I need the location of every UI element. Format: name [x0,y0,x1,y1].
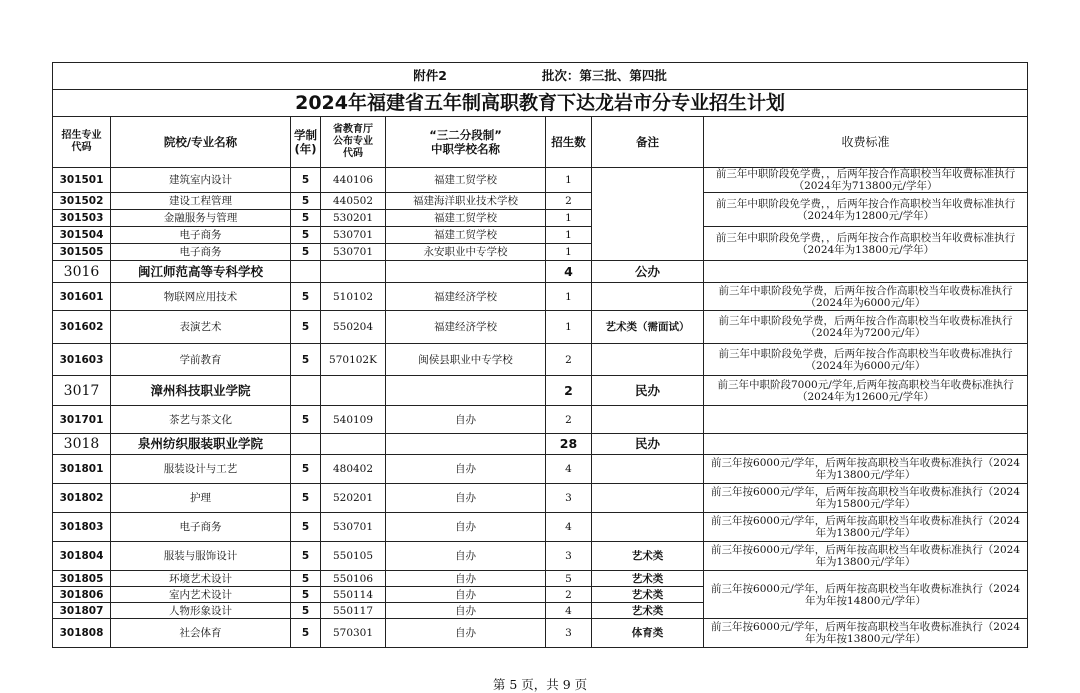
years: 5 [291,210,321,227]
title-row [53,90,1028,117]
major-code: 301503 [53,210,111,227]
school-name: 自办 [386,603,546,619]
major-code: 301504 [53,227,111,244]
moe-code: 530701 [321,227,386,244]
major-code: 301807 [53,603,111,619]
moe-code: 530201 [321,210,386,227]
note [592,344,704,376]
fee-text: 前三年按6000元/学年，后两年按高职校当年收费标准执行（2024年为年按14800元/学年） [704,571,1028,619]
fee-text: 前三年中职阶段7000元/学年,后两年按高职校当年收费标准执行（2024年为12600元/学年） [704,376,1028,406]
school-code: 3017 [53,376,111,406]
moe-code: 550105 [321,542,386,571]
note: 艺术类 [592,603,704,619]
major-name: 服装设计与工艺 [111,455,291,484]
major-name: 表演艺术 [111,311,291,344]
quota: 1 [546,168,592,193]
fee-text: 前三年中职阶段免学费，后两年按合作高职校当年收费标准执行（2024年为6000元/年） [704,344,1028,376]
moe-code: 510102 [321,283,386,311]
moe-code: 570301 [321,619,386,648]
fee-text: 前三年中职阶段免学费，，后两年按合作高职校当年收费标准执行（2024年为13800元/学年） [704,227,1028,261]
school-title: 泉州纺织服装职业学院 [111,434,291,455]
quota: 4 [546,603,592,619]
note: 民办 [592,376,704,406]
school-name: 福建经济学校 [386,311,546,344]
years: 5 [291,587,321,603]
moe-code: 550117 [321,603,386,619]
quota: 4 [546,261,592,283]
school-name: 福建工贸学校 [386,168,546,193]
years: 5 [291,571,321,587]
quota: 28 [546,434,592,455]
major-code: 301808 [53,619,111,648]
annex-cell [53,63,1028,90]
school-name: 福建工贸学校 [386,210,546,227]
major-code: 301805 [53,571,111,587]
quota: 3 [546,542,592,571]
quota: 1 [546,311,592,344]
school-title: 漳州科技职业学院 [111,376,291,406]
school-code: 3018 [53,434,111,455]
moe-code: 440106 [321,168,386,193]
school-row [53,376,1028,406]
table-row [53,344,1028,376]
quota: 3 [546,484,592,513]
major-code: 301701 [53,406,111,434]
major-name: 电子商务 [111,244,291,261]
quota: 1 [546,283,592,311]
col-code: 招生专业 代码 [53,117,111,168]
school-name: 自办 [386,484,546,513]
note [592,406,704,434]
note [592,455,704,484]
quota: 1 [546,210,592,227]
major-code: 301803 [53,513,111,542]
school-name: 自办 [386,513,546,542]
school-title: 闽江师范高等专科学校 [111,261,291,283]
years: 5 [291,244,321,261]
moe-code: 530701 [321,244,386,261]
major-name: 金融服务与管理 [111,210,291,227]
col-years: 学制 (年) [291,117,321,168]
fee-text: 前三年按6000元/学年，后两年按高职校当年收费标准执行（2024年为13800元/学年） [704,542,1028,571]
col-note: 备注 [592,117,704,168]
major-name: 建设工程管理 [111,193,291,210]
major-code: 301602 [53,311,111,344]
quota: 4 [546,513,592,542]
school-name: 自办 [386,455,546,484]
school-row [53,261,1028,283]
batch-label: 批次：第三批、第四批 [541,68,667,83]
quota: 2 [546,193,592,210]
quota: 4 [546,455,592,484]
fee-text: 前三年中职阶段免学费，，后两年按合作高职校当年收费标准执行（2024年为12800元/学年） [704,193,1028,227]
moe-code: 570102K [321,344,386,376]
table-row [53,227,1028,244]
moe-code: 440502 [321,193,386,210]
table-row [53,513,1028,542]
col-fee: 收费标准 [704,117,1028,168]
note [592,513,704,542]
table-row [53,571,1028,587]
moe-code: 530701 [321,513,386,542]
quota: 2 [546,344,592,376]
school-name: 福建海洋职业技术学校 [386,193,546,210]
table-row [53,484,1028,513]
major-name: 环境艺术设计 [111,571,291,587]
years: 5 [291,344,321,376]
table-row [53,168,1028,193]
note: 艺术类 [592,542,704,571]
table-row [53,455,1028,484]
years: 5 [291,513,321,542]
moe-code: 550106 [321,571,386,587]
fee-text: 前三年中职阶段免学费，后两年按合作高职校当年收费标准执行（2024年为6000元/年） [704,283,1028,311]
note: 艺术类 [592,587,704,603]
note: 艺术类 [592,571,704,587]
quota: 2 [546,587,592,603]
years: 5 [291,227,321,244]
page-footer: 第 5 页，共 9 页 [492,677,588,692]
major-name: 服装与服饰设计 [111,542,291,571]
major-code: 301601 [53,283,111,311]
years: 5 [291,168,321,193]
years: 5 [291,619,321,648]
years: 5 [291,311,321,344]
school-name: 福建经济学校 [386,283,546,311]
note: 体育类 [592,619,704,648]
major-name: 电子商务 [111,227,291,244]
page-title: 2024年福建省五年制高职教育下达龙岩市分专业招生计划 [53,90,1028,117]
quota: 2 [546,376,592,406]
col-moe-code: 省教育厅 公布专业 代码 [321,117,386,168]
moe-code: 520201 [321,484,386,513]
major-name: 茶艺与茶文化 [111,406,291,434]
fee-text: 前三年按6000元/学年，后两年按高职校当年收费标准执行（2024年为13800元/学年） [704,455,1028,484]
admission-plan-sheet [52,62,1027,648]
major-name: 学前教育 [111,344,291,376]
table-row [53,193,1028,210]
major-name: 物联网应用技术 [111,283,291,311]
years: 5 [291,193,321,210]
major-code: 301603 [53,344,111,376]
years: 5 [291,603,321,619]
note [592,283,704,311]
table-row [53,406,1028,434]
column-header-row [53,117,1028,168]
fee-text: 前三年按6000元/学年，后两年按高职校当年收费标准执行（2024年为15800元/学年） [704,484,1028,513]
moe-code: 550204 [321,311,386,344]
note: 民办 [592,434,704,455]
quota: 2 [546,406,592,434]
quota: 5 [546,571,592,587]
school-name: 自办 [386,571,546,587]
years: 5 [291,455,321,484]
annex-label: 附件2 [413,68,447,83]
school-name: 闽侯县职业中专学校 [386,344,546,376]
table-row [53,542,1028,571]
moe-code: 550114 [321,587,386,603]
major-name: 人物形象设计 [111,603,291,619]
col-school: “三二分段制” 中职学校名称 [386,117,546,168]
fee-text: 前三年中职阶段免学费，后两年按合作高职校当年收费标准执行（2024年为7200元/年） [704,311,1028,344]
table-row [53,619,1028,648]
table-row [53,283,1028,311]
moe-code: 540109 [321,406,386,434]
major-code: 301806 [53,587,111,603]
years: 5 [291,406,321,434]
major-name: 社会体育 [111,619,291,648]
table-row [53,311,1028,344]
school-name: 自办 [386,587,546,603]
major-name: 建筑室内设计 [111,168,291,193]
major-code: 301502 [53,193,111,210]
note: 艺术类（需面试） [592,311,704,344]
moe-code: 480402 [321,455,386,484]
admission-plan-table [52,62,1028,648]
fee-text: 前三年按6000元/学年，后两年按高职校当年收费标准执行（2024年为13800元/学年） [704,513,1028,542]
fee-text: 前三年按6000元/学年，后两年按高职校当年收费标准执行（2024年为年按13800元/学年） [704,619,1028,648]
school-name: 福建工贸学校 [386,227,546,244]
major-code: 301505 [53,244,111,261]
major-code: 301801 [53,455,111,484]
col-quota: 招生数 [546,117,592,168]
note [592,484,704,513]
major-code: 301802 [53,484,111,513]
major-name: 室内艺术设计 [111,587,291,603]
school-row [53,434,1028,455]
years: 5 [291,484,321,513]
school-name: 自办 [386,406,546,434]
annex-row [53,63,1028,90]
school-name: 永安职业中专学校 [386,244,546,261]
note [592,168,704,261]
col-name: 院校/专业名称 [111,117,291,168]
years: 5 [291,283,321,311]
major-code: 301501 [53,168,111,193]
school-code: 3016 [53,261,111,283]
years: 5 [291,542,321,571]
major-name: 护理 [111,484,291,513]
quota: 3 [546,619,592,648]
major-name: 电子商务 [111,513,291,542]
fee-text: 前三年中职阶段免学费，，后两年按合作高职校当年收费标准执行（2024年为713800元/学年） [704,168,1028,193]
school-name: 自办 [386,619,546,648]
note: 公办 [592,261,704,283]
quota: 1 [546,244,592,261]
major-code: 301804 [53,542,111,571]
quota: 1 [546,227,592,244]
school-name: 自办 [386,542,546,571]
